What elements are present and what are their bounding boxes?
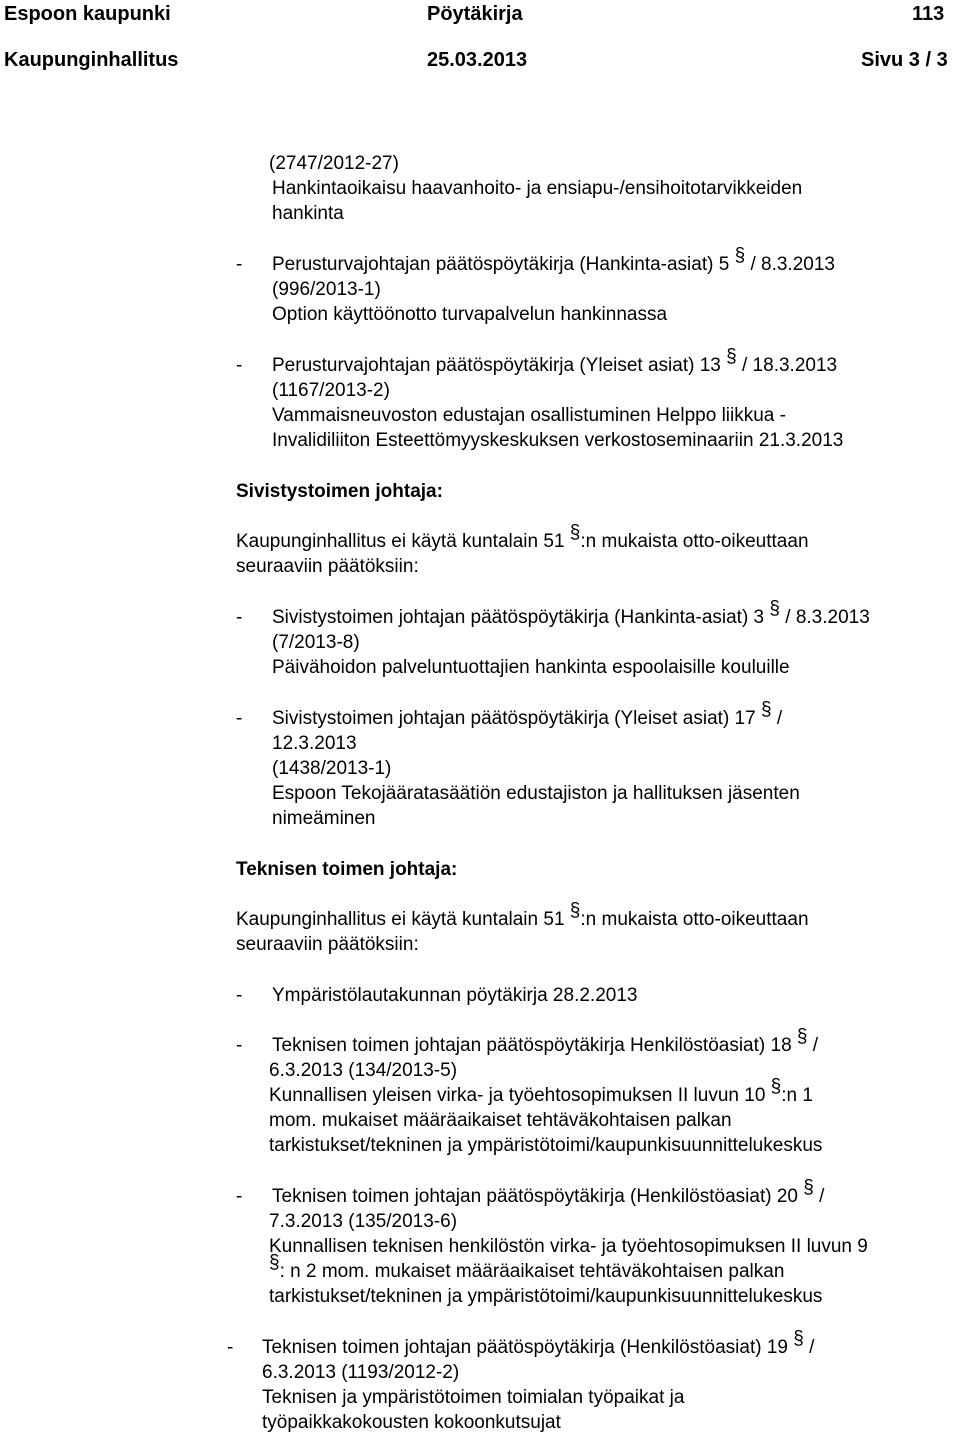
list-dash: - bbox=[236, 1186, 243, 1207]
item-title-line: :n 1 bbox=[781, 1085, 813, 1106]
item-title-line: tarkistukset/tekninen ja ympäristötoimi/kaupunkisuunnittelukeskus bbox=[269, 1286, 823, 1307]
header-doc-type: Pöytäkirja bbox=[427, 3, 523, 25]
section-sign: § bbox=[803, 1177, 814, 1198]
list-dash: - bbox=[236, 985, 243, 1006]
list-dash: - bbox=[236, 355, 243, 376]
section-sign: § bbox=[569, 522, 581, 543]
item-title-line: työpaikkakokousten kokoonkutsujat bbox=[262, 1412, 561, 1433]
section-sign: § bbox=[734, 245, 746, 266]
item-text: Teknisen toimen johtajan päätöspöytäkirja (Henkilöstöasiat) 20 bbox=[272, 1186, 798, 1207]
list-item bbox=[269, 1026, 823, 1158]
list-dash: - bbox=[227, 1337, 234, 1358]
item-text: Sivistystoimen johtajan päätöspöytäkirja (Hankinta-asiat) 3 bbox=[272, 607, 765, 628]
item-title-line: tarkistukset/tekninen ja ympäristötoimi/kaupunkisuunnittelukeskus bbox=[269, 1135, 823, 1156]
list-item bbox=[272, 346, 844, 453]
item-title-line: Kunnallisen teknisen henkilöstön virka- ja työehtosopimuksen II luvun 9 bbox=[269, 1236, 868, 1257]
item-date-ref: 6.3.2013 (1193/2012-2) bbox=[262, 1362, 460, 1383]
item-date: / 8.3.2013 bbox=[750, 254, 835, 275]
section-sign: § bbox=[793, 1328, 804, 1349]
item-ref: (1438/2013-1) bbox=[272, 758, 392, 779]
item-ref: (1167/2013-2) bbox=[272, 380, 390, 401]
item-slash: / bbox=[809, 1337, 815, 1358]
header-number: 113 bbox=[912, 3, 945, 25]
intro-text: Kaupunginhallitus ei käytä kuntalain 51 bbox=[236, 909, 565, 930]
item-text: Perusturvajohtajan päätöspöytäkirja (Yleiset asiat) 13 bbox=[272, 355, 721, 376]
list-dash: - bbox=[236, 254, 243, 275]
list-item bbox=[272, 245, 835, 327]
header-date: 25.03.2013 bbox=[427, 49, 528, 71]
intro-text: Kaupunginhallitus ei käytä kuntalain 51 bbox=[236, 531, 565, 552]
item-date-ref: 7.3.2013 (135/2013-6) bbox=[269, 1211, 458, 1232]
item-text: Teknisen toimen johtajan päätöspöytäkirja (Henkilöstöasiat) 19 bbox=[262, 1337, 788, 1358]
list-item bbox=[269, 1177, 868, 1309]
item-text: Teknisen toimen johtajan päätöspöytäkirja Henkilöstöasiat) 18 bbox=[272, 1035, 792, 1056]
item-title-line: Vammaisneuvoston edustajan osallistuminen Helppo liikkua - bbox=[272, 405, 786, 426]
section-sign: § bbox=[726, 346, 737, 367]
item-title: Päivähoidon palveluntuottajien hankinta espoolaisille kouluille bbox=[272, 657, 790, 678]
item-title: Option käyttöönotto turvapalvelun hankinnassa bbox=[272, 304, 668, 325]
item-ref: (996/2013-1) bbox=[272, 279, 381, 300]
item-continuation bbox=[269, 151, 803, 226]
item-title-line: hankinta bbox=[272, 203, 344, 224]
section-sign: § bbox=[760, 699, 772, 720]
list-item bbox=[272, 983, 637, 1008]
item-slash: / bbox=[819, 1186, 825, 1207]
list-item bbox=[272, 598, 870, 680]
item-ref: (7/2013-8) bbox=[272, 632, 360, 653]
section-sign: § bbox=[770, 1076, 782, 1097]
list-item bbox=[262, 1328, 815, 1435]
item-title-line: Kunnallisen yleisen virka- ja työehtosopimuksen II luvun 10 bbox=[269, 1085, 766, 1106]
section-sign: § bbox=[269, 1252, 280, 1273]
item-title-line: : n 2 mom. mukaiset määräaikaiset tehtäväkohtaisen palkan bbox=[279, 1261, 785, 1282]
item-text: Perusturvajohtajan päätöspöytäkirja (Hankinta-asiat) 5 bbox=[272, 254, 730, 275]
list-dash: - bbox=[236, 607, 243, 628]
header-page: Sivu 3 / 3 bbox=[861, 49, 948, 71]
item-title-line: Invalidiliiton Esteettömyyskeskuksen verkostoseminaariin 21.3.2013 bbox=[272, 430, 844, 451]
list-dash: - bbox=[236, 708, 243, 729]
item-title-line: Teknisen ja ympäristötoimen toimialan työpaikat ja bbox=[262, 1387, 685, 1408]
section-intro bbox=[236, 522, 809, 579]
item-ref: (2747/2012-27) bbox=[269, 153, 399, 174]
item-title-line: nimeäminen bbox=[272, 808, 376, 829]
item-text: Sivistystoimen johtajan päätöspöytäkirja (Yleiset asiat) 17 bbox=[272, 708, 756, 729]
list-item bbox=[272, 699, 800, 831]
item-date: 12.3.2013 bbox=[272, 733, 357, 754]
section-heading: Teknisen toimen johtaja: bbox=[236, 859, 458, 880]
intro-text: seuraaviin päätöksiin: bbox=[236, 556, 419, 577]
header-org: Espoon kaupunki bbox=[4, 3, 171, 25]
item-slash: / bbox=[812, 1035, 819, 1056]
intro-text: seuraaviin päätöksiin: bbox=[236, 934, 419, 955]
item-date: / 8.3.2013 bbox=[785, 607, 870, 628]
section-sign: § bbox=[796, 1026, 808, 1047]
section-sign: § bbox=[769, 598, 780, 619]
item-title-line: mom. mukaiset määräaikaiset tehtäväkohtaisen palkan bbox=[269, 1110, 732, 1131]
item-date: / 18.3.2013 bbox=[742, 355, 838, 376]
section-heading: Sivistystoimen johtaja: bbox=[236, 481, 443, 502]
intro-text: :n mukaista otto-oikeuttaan bbox=[580, 531, 809, 552]
list-dash: - bbox=[236, 1035, 243, 1056]
item-title-line: Espoon Tekojääratasäätiön edustajiston ja hallituksen jäsenten bbox=[272, 783, 800, 804]
item-date-ref: 6.3.2013 (134/2013-5) bbox=[269, 1060, 458, 1081]
section-intro bbox=[236, 900, 809, 957]
item-title-line: Hankintaoikaisu haavanhoito- ja ensiapu-/ensihoitotarvikkeiden bbox=[272, 178, 803, 199]
section-sign: § bbox=[569, 900, 581, 921]
item-text: Ympäristölautakunnan pöytäkirja 28.2.2013 bbox=[272, 985, 638, 1006]
item-slash: / bbox=[776, 708, 783, 729]
header-body: Kaupunginhallitus bbox=[4, 49, 179, 71]
intro-text: :n mukaista otto-oikeuttaan bbox=[580, 909, 809, 930]
